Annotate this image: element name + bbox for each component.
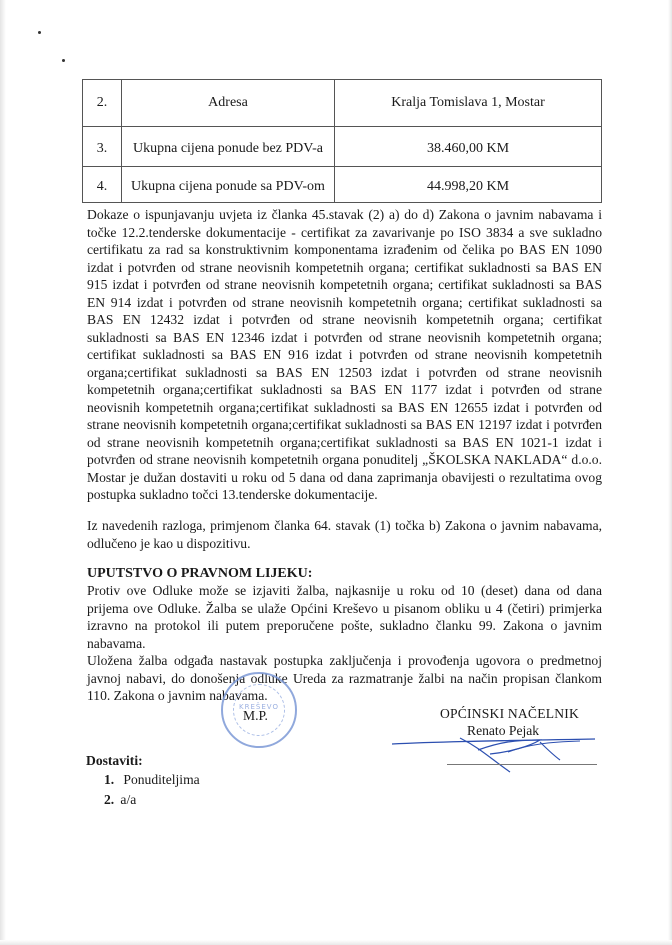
row-value: 44.998,20 KM: [335, 167, 602, 203]
decision-reason-paragraph: [87, 517, 602, 552]
row-number: 3.: [83, 127, 122, 167]
scan-edge-left: [0, 0, 6, 945]
evidence-text: Dokaze o ispunjavanju uvjeta iz članka 45.stavak (2) a) do d) Zakona o javnim nabavama i točke 12.2.tenderske dokumentacije - certifikat za zavarivanje po ISO 3834 a sve sukladno certifikatu za rad sa konstruktivnim komponentama izrađenim od čelika po BAS EN 1090 izdat i potvrđen od strane neovisnih kompetetnih organa; certifikat sukladnosti sa BAS EN 915 izdat i potvrđen od strane neovisnih kompetetnih organa; certifikat sukladnosti sa BAS EN 914 izdat i potvrđen od strane neovisnih kompetetnih organa; certifikat sukladnosti sa BAS EN 12432 izdat i potvrđen od strane neovisnih kompetetnih organa; certifikat sukladnosti sa BAS EN 12346 izdat i potvrđen od strane neovisnih kompetetnih organa; certifikat sukladnosti sa BAS EN 916 izdat i potvrđen od strane neovisnih kompetetnih organa;certifikat sukladnosti sa BAS EN 12503 izdat i potvrđen od strane neovisnih kompetetnih organa;certifikat sukladnosti sa BAS EN 1177 izdat i potvrđen od strane neovisnih kompetetnih organa;certifikat sukladnosti sa BAS EN 12655 izdat i potvrđen od strane neovisnih kompetetnih organa;certifikat sukladnosti sa BAS EN 12197 izdat i potvrđen od strane neovisnih kompetetnih organa;certifikat sukladnosti sa BAS EN 1021-1 izdat i potvrđen od strane neovisnih kompetetnih organa ponuditelj „ŠKOLSKA NAKLADA“ d.o.o. Mostar je dužan dostaviti u roku od 5 dana od dana zaprimanja obavijesti o rezultatima ovog postupka sukladno točci 13.tenderske dokumentacije.: [87, 207, 602, 502]
appeal-effect-text: Uložena žalba odgađa nastavak postupka zaključenja i provođenja ugovora o predmetnoj javnoj nabavi, do donošenja odluke Ureda za razmatranje žalbi na način propisan člankom 110. Zakona o javnim nabavama.: [87, 653, 602, 703]
list-item-index: 2.: [104, 792, 115, 807]
list-item-label: a/a: [120, 792, 137, 807]
scan-edge-bottom: [0, 940, 672, 945]
row-label: Ukupna cijena ponude sa PDV-om: [122, 167, 335, 203]
list-item: [104, 770, 200, 790]
list-item-index: 1.: [104, 772, 115, 787]
row-number: 4.: [83, 167, 122, 203]
offer-info-table: [82, 79, 602, 203]
table-row: [83, 127, 602, 167]
table-row: [83, 80, 602, 127]
row-label: Adresa: [122, 80, 335, 127]
scan-edge-right: [668, 0, 672, 945]
row-value: 38.460,00 KM: [335, 127, 602, 167]
signature-line: [447, 764, 597, 765]
scan-speck: [38, 31, 41, 34]
handwritten-signature-icon: [390, 730, 600, 775]
seal-city-text: KREŠEVO: [239, 703, 279, 711]
scan-speck: [62, 59, 65, 62]
decision-reason-text: Iz navedenih razloga, primjenom članka 64. stavak (1) točka b) Zakona o javnim nabavama, odlučeno je kao u dispozitivu.: [87, 518, 602, 551]
legal-remedy-heading: UPUTSTVO O PRAVNOM LIJEKU:: [87, 566, 313, 581]
signatory-title: OPĆINSKI NAČELNIK: [440, 706, 579, 721]
row-value: Kralja Tomislava 1, Mostar: [335, 80, 602, 127]
list-item: [104, 790, 200, 810]
legal-remedy-section: [87, 582, 602, 705]
seal-placeholder-label: M.P.: [243, 708, 268, 723]
table-row: [83, 167, 602, 203]
row-number: 2.: [83, 80, 122, 127]
appeal-instructions-text: Protiv ove Odluke može se izjaviti žalba, najkasnije u roku od 10 (deset) dana od dana prijema ove Odluke. Žalba se ulaže Općini Kreševo u pisanom obliku u 4 (četiri) primjerka izravno na protokol ili putem preporučene pošte, sukladno članku 99. Zakona o javnim nabavama.: [87, 583, 602, 651]
list-item-label: Ponuditeljima: [123, 772, 200, 787]
row-label: Ukupna cijena ponude bez PDV-a: [122, 127, 335, 167]
signatory-name: Renato Pejak: [467, 723, 540, 738]
distribution-heading: Dostaviti:: [86, 753, 143, 768]
evidence-paragraph: [87, 206, 602, 504]
distribution-list: [104, 770, 200, 810]
